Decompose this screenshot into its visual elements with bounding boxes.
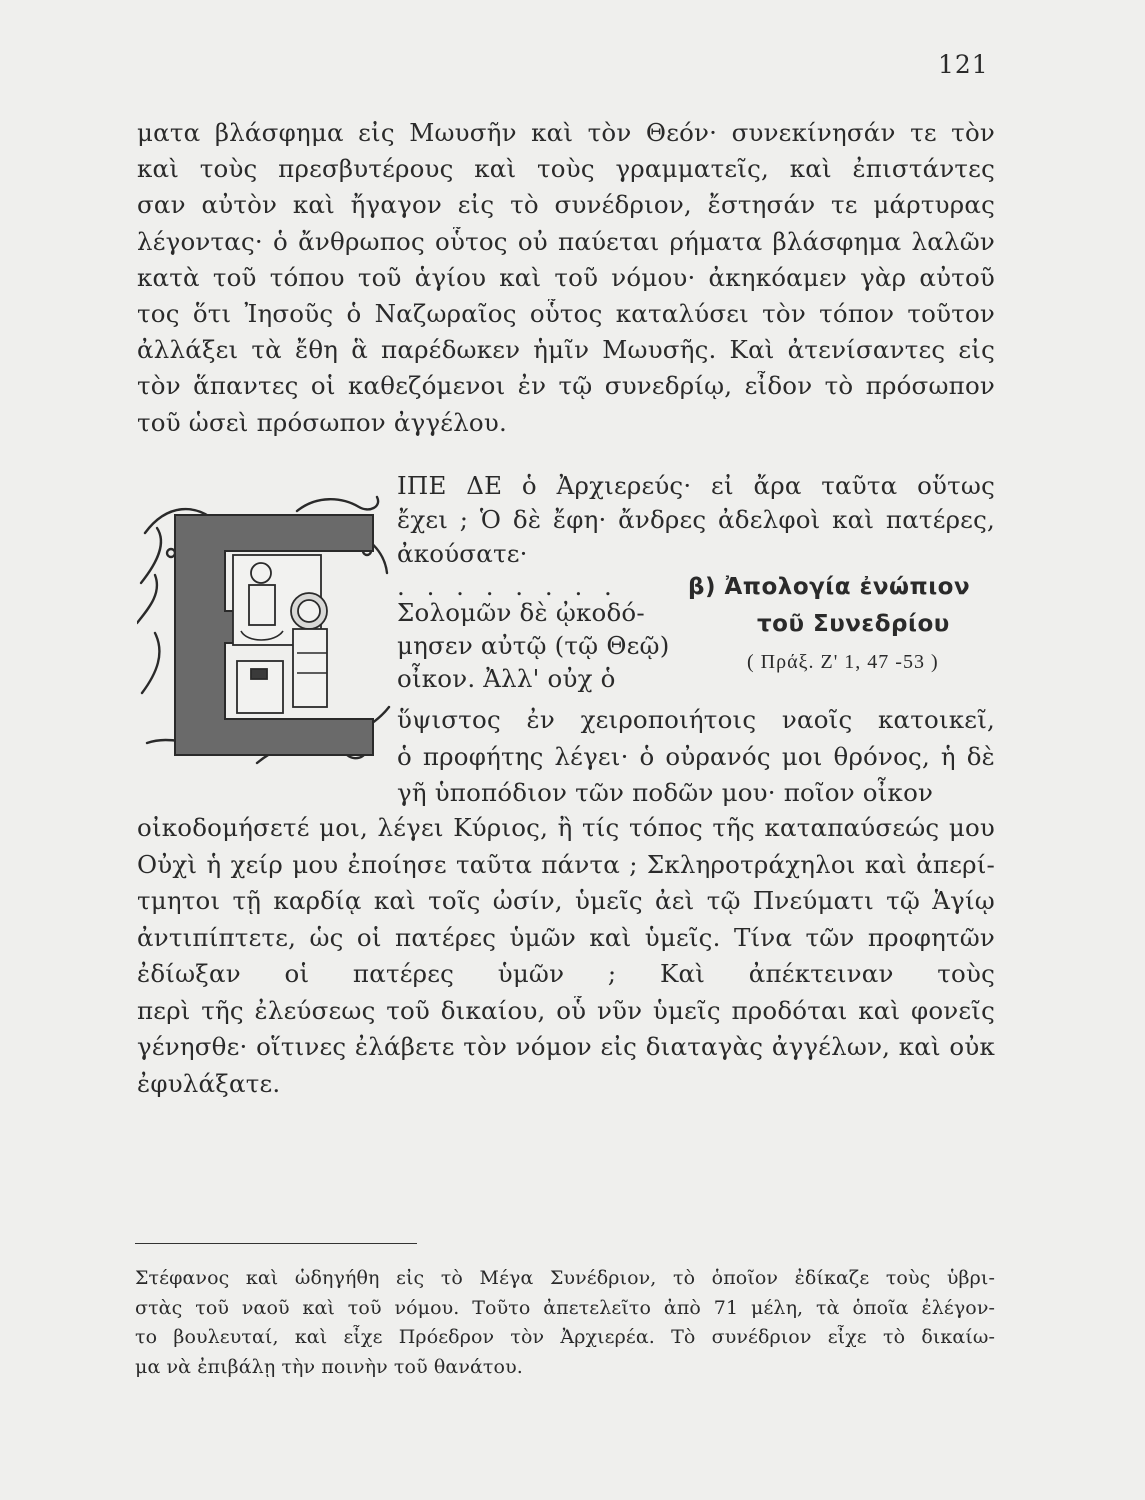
top-line: λέγοντας· ὁ ἄνθρωπος οὗτος οὐ παύεται ρήματα βλάσφημα λαλῶν <box>137 226 995 256</box>
footnote-line: το βουλευταί, καὶ εἶχε Πρόεδρον τὸν Ἀρχιερέα. Τὸ συνέδριον εἶχε τὸ δικαίω- <box>135 1326 995 1348</box>
intro-line: ἀκούσατε· <box>397 539 528 568</box>
bottom-line: ἀντιπίπτετε, ὡς οἱ πατέρες ὑμῶν καὶ ὑμεῖς. Τίνα τῶν προφητῶν <box>137 922 995 952</box>
footnote-rule <box>135 1243 417 1244</box>
top-line: ματα βλάσφημα εἰς Μωυσῆν καὶ τὸν Θεόν· συνεκίνησάν τε τὸν <box>137 118 995 147</box>
intro-line: ΙΠΕ ΔΕ ὁ Ἀρχιερεύς· εἰ ἄρα ταῦτα οὕτως <box>397 471 995 500</box>
footnote-line: μα νὰ ἐπιβάλῃ τὴν ποινὴν τοῦ θανάτου. <box>135 1355 523 1378</box>
illuminated-initial <box>137 493 393 769</box>
narrow-line: οἶκον. Ἀλλ' οὐχ ὁ <box>397 664 616 693</box>
page-number: 121 <box>938 50 989 79</box>
bottom-line: ἐφυλάξατε. <box>137 1068 281 1098</box>
bottom-line: οἰκοδομήσετέ μοι, λέγει Κύριος, ἢ τίς τόπος τῆς καταπαύσεώς μου <box>137 813 995 842</box>
top-line: σαν αὐτὸν καὶ ἤγαγον εἰς τὸ συνέδριον, ἔστησάν τε μάρτυρας <box>137 190 995 220</box>
bottom-line: Οὐχὶ ἡ χείρ μου ἐποίησε ταῦτα πάντα ; Σκληροτράχηλοι καὶ ἀπερί- <box>137 849 995 879</box>
mid-line: γῆ ὑποπόδιον τῶν ποδῶν μου· ποῖον οἶκον <box>397 778 934 807</box>
narrow-line: Σολομῶν δὲ ᾠκοδό- <box>397 598 645 627</box>
bottom-line: τμητοι τῇ καρδίᾳ καὶ τοῖς ὠσίν, ὑμεῖς ἀεὶ τῷ Πνεύματι τῷ Ἁγίῳ <box>137 886 995 915</box>
top-line: τος ὅτι Ἰησοῦς ὁ Ναζωραῖος οὗτος καταλύσει τὸν τόπον τοῦτον <box>137 299 995 328</box>
mid-line: ὕψιστος ἐν χειροποιήτοις ναοῖς κατοικεῖ, <box>397 705 995 734</box>
section-reference: ( Πράξ. Ζ' 1, 47 -53 ) <box>747 651 939 673</box>
top-line: τὸν ἅπαντες οἱ καθεζόμενοι ἐν τῷ συνεδρίῳ, εἶδον τὸ πρόσωπον <box>137 371 995 401</box>
intro-line: ἔχει ; Ὁ δὲ ἔφη· ἄνδρες ἀδελφοὶ καὶ πατέρες, <box>397 505 995 534</box>
bottom-line: γένησθε· οἵτινες ἐλάβετε τὸν νόμον εἰς διαταγὰς ἀγγέλων, καὶ οὐκ <box>137 1032 995 1061</box>
bottom-line: περὶ τῆς ἐλεύσεως τοῦ δικαίου, οὗ νῦν ὑμεῖς προδόται καὶ φονεῖς <box>137 995 995 1025</box>
bottom-line: ἐδίωξαν οἱ πατέρες ὑμῶν ; Καὶ ἀπέκτειναν τοὺς <box>137 959 995 988</box>
section-title-line1: β) Ἀπολογία ἐνώπιον <box>688 574 971 600</box>
top-line: ἀλλάξει τὰ ἔθη ἃ παρέδωκεν ἡμῖν Μωυσῆς. Καὶ ἀτενίσαντες εἰς <box>137 335 995 365</box>
narrow-line: μησεν αὐτῷ (τῷ Θεῷ) <box>397 631 670 660</box>
footnote-line: Στέφανος καὶ ὡδηγήθη εἰς τὸ Μέγα Συνέδριον, τὸ ὁποῖον ἐδίκαζε τοὺς ὑβρι- <box>135 1267 995 1289</box>
top-line: τοῦ ὡσεὶ πρόσωπον ἀγγέλου. <box>137 407 507 437</box>
footnote-line: στὰς τοῦ ναοῦ καὶ τοῦ νόμου. Τοῦτο ἀπετελεῖτο ἀπὸ 71 μέλη, τὰ ὁποῖα ἐλέγον- <box>135 1296 995 1319</box>
section-title-line2: τοῦ Συνεδρίου <box>757 611 950 637</box>
ellipsis-dots: . . . . . . . . <box>397 572 619 601</box>
mid-line: ὁ προφήτης λέγει· ὁ οὐρανός μοι θρόνος, ἡ δὲ <box>397 741 995 771</box>
top-line: καὶ τοὺς πρεσβυτέρους καὶ τοὺς γραμματεῖς, καὶ ἐπιστάντες <box>137 154 995 184</box>
top-line: κατὰ τοῦ τόπου τοῦ ἁγίου καὶ τοῦ νόμου· ἀκηκόαμεν γὰρ αὐτοῦ <box>137 262 995 292</box>
